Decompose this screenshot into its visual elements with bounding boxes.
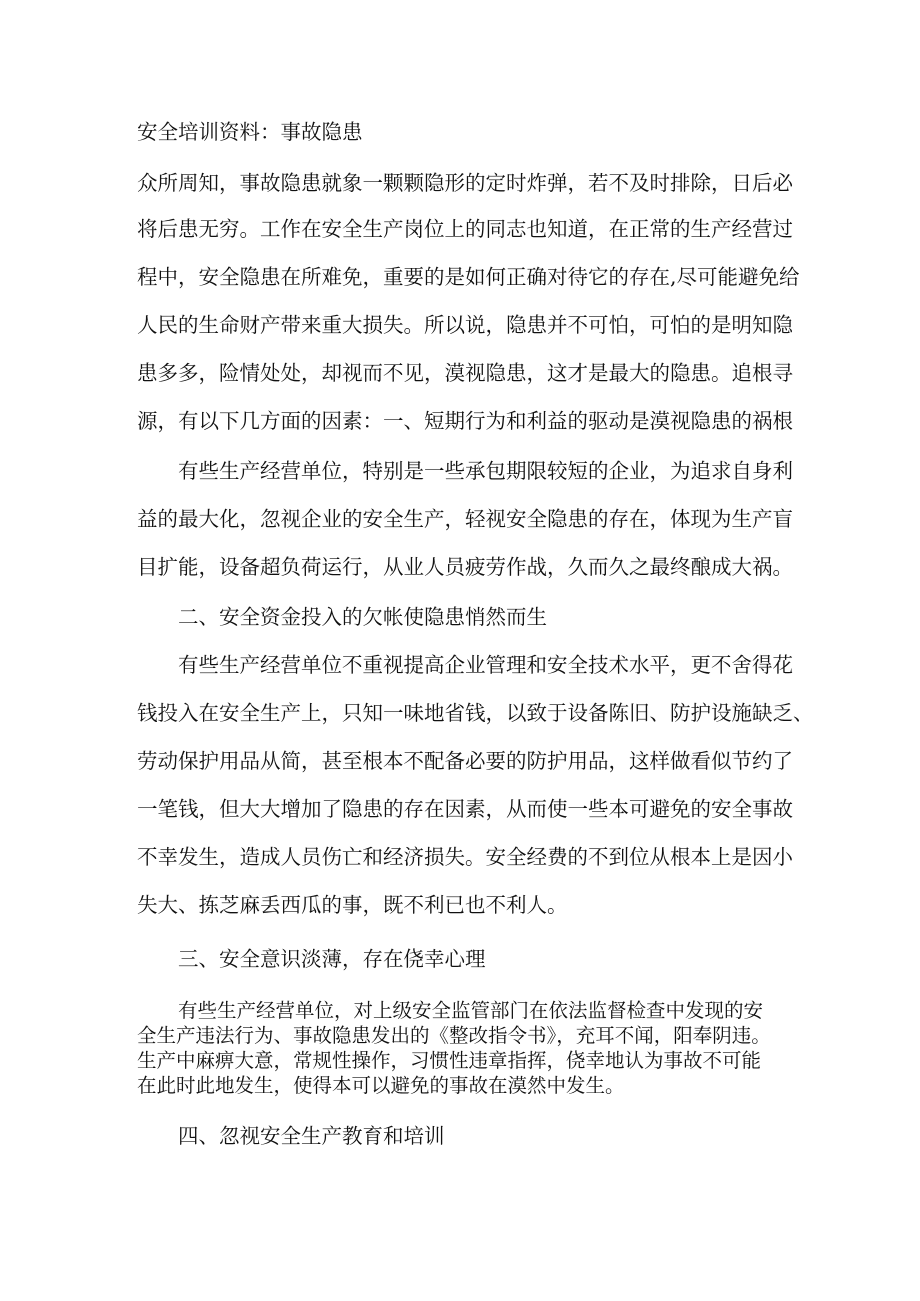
paragraph-line: 失大、拣芝麻丢西瓜的事，既不利已也不利人。 (137, 893, 568, 917)
paragraph-line: 有些生产经营单位，特别是一些承包期限较短的企业，为追求自身利 (178, 459, 793, 483)
paragraph-line: 目扩能，设备超负荷运行，从业人员疲劳作战，久而久之最终酿成大祸。 (137, 555, 793, 579)
paragraph-line: 一笔钱，但大大增加了隐患的存在因素，从而使一些本可避免的安全事故 (137, 797, 793, 821)
paragraph-line: 在此时此地发生，使得本可以避免的事故在漠然中发生。 (137, 1074, 625, 1097)
section-heading: 三、安全意识淡薄，存在侥幸心理 (178, 947, 486, 971)
intro-line: 将后患无穷。工作在安全生产岗位上的同志也知道，在正常的生产经营过 (137, 217, 793, 241)
intro-line: 源，有以下几方面的因素：一、短期行为和利益的驱动是漠视隐患的祸根 (137, 409, 793, 433)
paragraph-line: 益的最大化，忽视企业的安全生产，轻视安全隐患的存在，体现为生产盲 (137, 507, 793, 531)
section-heading: 二、安全资金投入的欠帐使隐患悄然而生 (178, 605, 547, 629)
paragraph-line: 生产中麻痹大意，常规性操作，习惯性违章指挥，侥幸地认为事故不可能 (137, 1049, 762, 1072)
intro-line: 众所周知，事故隐患就象一颗颗隐形的定时炸弹，若不及时排除，日后必 (137, 171, 793, 195)
paragraph-line: 钱投入在安全生产上，只知一味地省钱，以致于设备陈旧、防护设施缺乏、 (137, 701, 814, 725)
paragraph-line: 不幸发生，造成人员伤亡和经济损失。安全经费的不到位从根本上是因小 (137, 845, 793, 869)
intro-line: 人民的生命财产带来重大损失。所以说，隐患并不可怕，可怕的是明知隐 (137, 313, 793, 337)
paragraph-line: 有些生产经营单位不重视提高企业管理和安全技术水平，更不舍得花 (178, 653, 793, 677)
paragraph-line: 全生产违法行为、事故隐患发出的《整改指令书》，充耳不闻，阳奉阴违。 (137, 1024, 771, 1047)
intro-line: 患多多，险情处处，却视而不见，漠视隐患，这才是最大的隐患。追根寻 (137, 361, 793, 385)
section-heading: 四、忽视安全生产教育和培训 (178, 1124, 445, 1148)
intro-line: 程中，安全隐患在所难免，重要的是如何正确对待它的存在,尽可能避免给 (137, 265, 800, 289)
document-title: 安全培训资料：事故隐患 (137, 120, 363, 144)
paragraph-line: 有些生产经营单位，对上级安全监管部门在依法监督检查中发现的安 (178, 999, 764, 1022)
paragraph-line: 劳动保护用品从简，甚至根本不配备必要的防护用品，这样做看似节约了 (137, 749, 793, 773)
